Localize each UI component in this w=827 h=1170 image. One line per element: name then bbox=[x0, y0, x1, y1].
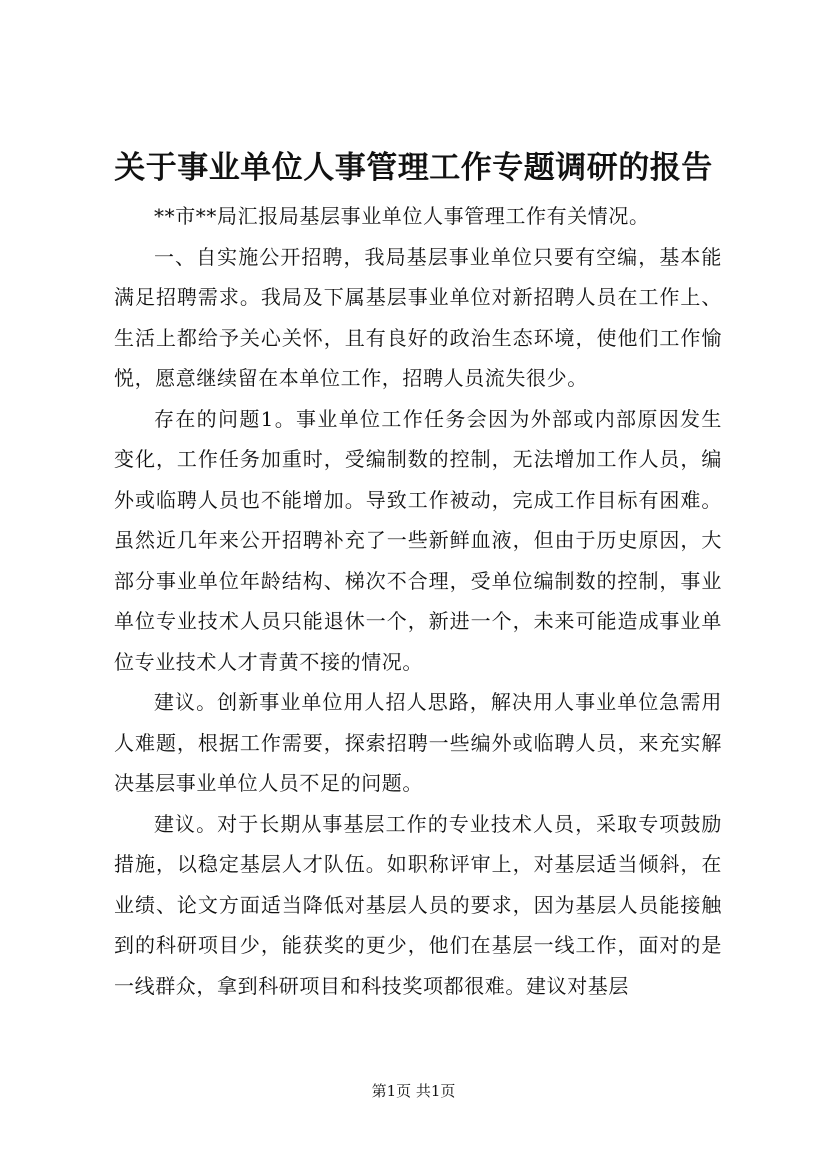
paragraph-problems: 存在的问题1。事业单位工作任务会因为外部或内部原因发生变化，工作任务加重时，受编制数的控制，无法增加工作人员，编外或临聘人员也不能增加。导致工作被动，完成工作目标有困难。虽然近几年来公开招聘补充了一些新鲜血液，但由于历史原因，大部分事业单位年龄结构、梯次不合理，受单位编制数的控制，事业单位专业技术人员只能退休一个，新进一个，未来可能造成事业单位专业技术人才青黄不接的情况。 bbox=[114, 406, 722, 674]
page-footer: 第1页 共1页 bbox=[371, 1082, 456, 1100]
paragraph-section-one: 一、自实施公开招聘，我局基层事业单位只要有空编，基本能满足招聘需求。我局及下属基层事业单位对新招聘人员在工作上、生活上都给予关心关怀，且有良好的政治生态环境，使他们工作愉悦，愿意继续留在本单位工作，招聘人员流失很少。 bbox=[114, 244, 722, 390]
paragraph-intro: **市**局汇报局基层事业单位人事管理工作有关情况。 bbox=[154, 204, 650, 228]
document-title: 关于事业单位人事管理工作专题调研的报告 bbox=[114, 150, 713, 186]
document-body bbox=[114, 196, 722, 1006]
paragraph-suggestion-one: 建议。创新事业单位用人招人思路，解决用人事业单位急需用人难题，根据工作需要，探索招聘一些编外或临聘人员，来充实解决基层事业单位人员不足的问题。 bbox=[114, 690, 722, 795]
paragraph-suggestion-two: 建议。对于长期从事基层工作的专业技术人员，采取专项鼓励措施，以稳定基层人才队伍。如职称评审上，对基层适当倾斜，在业绩、论文方面适当降低对基层人员的要求，因为基层人员能接触到的科研项目少，能获奖的更少，他们在基层一线工作，面对的是一线群众，拿到科研项目和科技奖项都很难。建议对基层 bbox=[114, 811, 722, 998]
